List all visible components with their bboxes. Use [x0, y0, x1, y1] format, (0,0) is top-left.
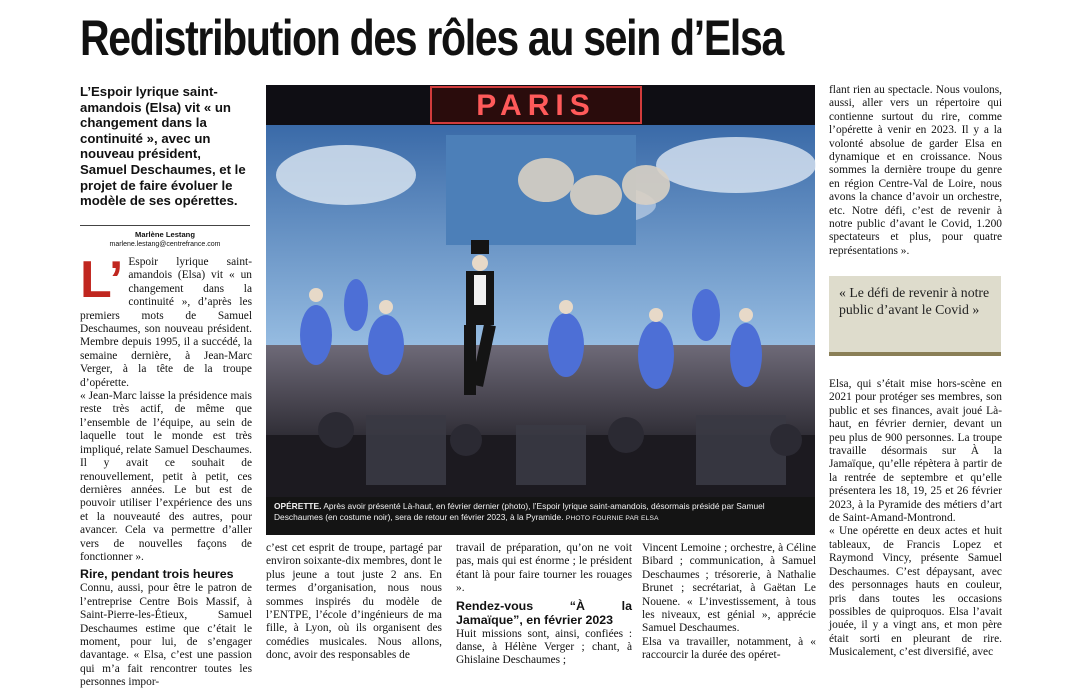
paragraph: flant rien au spectacle. Nous voulons, aussi, aller vers un répertoire qui contienne surtout du rire, comme l’opérette à venir en 2023. Il y a la volonté absolue de garder Elsa en dynamique et en croissance. Nous sommes la dernière troupe du genre en région Centre-Val de Loire, nous avons la chance d’avoir un orchestre, etc. Notre défi, c’est de revenir à notre public d’avant le Covid, 1.200 spectateurs et plus, pour quatre représentations ». [829, 84, 1002, 257]
lede: L’Espoir lyrique saint-amandois (Elsa) vit « un changement dans la continuité », avec un nouveau président, Samuel Deschaumes, et le projet de faire évoluer le modèle de ses opérettes. [80, 84, 246, 209]
article-column-3 [456, 542, 632, 675]
subheading: Rire, pendant trois heures [80, 567, 234, 582]
stage-photo-illustration [266, 85, 815, 497]
article-column-5 [829, 84, 1002, 270]
article-column-2 [266, 542, 442, 675]
paragraph: Huit missions sont, ainsi, confiées : danse, à Hélène Verger ; chant, à Ghislaine Deschaumes ; [456, 627, 632, 667]
author-email[interactable]: marlene.lestang@centrefrance.com [109, 241, 221, 248]
caption-text: Après avoir présenté Là-haut, en février dernier (photo), l’Espoir lyrique saint-amandois, désormais présidé par Samuel Deschaumes (en costume noir), sera de retour en février 2023, à la Pyramide. [274, 501, 765, 522]
subheading: Rendez-vous “À la Jamaïque”, en février 2023 [456, 598, 632, 627]
article-column-4 [642, 542, 816, 675]
byline-divider [80, 225, 250, 226]
paragraph: Elsa, qui s’était mise hors-scène en 2021 pour protéger ses membres, son public et ses finances, avait joué Là-haut, en février dernier, devant un peu plus de 900 personnes. La troupe travaille désormais sur À la Jamaïque, qu’elle répètera à partir de la rentrée de septembre et qu’elle présentera les 18, 19, 25 et 26 février 2023, à la Pyramide des métiers d’art de Saint-Amand-Montrond. [829, 378, 1002, 525]
article-column-5-continued [829, 378, 1002, 675]
opera-photo [266, 85, 815, 497]
photo-credit: PHOTO FOURNIE PAR ELSA [565, 515, 659, 522]
paragraph: Vincent Lemoine ; orchestre, à Céline Bibard ; communication, à Samuel Deschaumes ; trésorerie, à Nathalie Brunet ; secrétariat, à Gaëtan Le Nouene. « L’investissement, à tous les niveaux, est génial », apprécie Samuel Deschaumes. [642, 542, 816, 635]
paris-sign: PARIS [476, 89, 596, 122]
article-column-1 [80, 251, 252, 689]
paragraph: c’est cet esprit de troupe, partagé par environ soixante-dix membres, dont le plus jeune a tout juste 2 ans. En termes d’organisation, nous nous sommes inspirés du modèle de l’ENTPE, l’école d’ingénieurs de ma fille, à Lyon, où ils organisent des comédies musicales. Nous allons, donc, avoir des responsables de [266, 542, 442, 662]
paragraph: travail de préparation, qu’on ne voit pas, mais qui est énorme ; le président étant là pour faire tourner les rouages ». [456, 542, 632, 595]
drop-cap: L’ [80, 251, 124, 309]
paragraph: « Jean-Marc laisse la présidence mais reste très actif, de même que l’ensemble de l’équipe, au sein de laquelle tout le monde est très impliqué, relate Samuel Deschaumes. Il y avait ce souhait de renouvellement, petit à petit, ces dernières années. Le but est de pouvoir utiliser l’expérience des uns et la nouveauté des autres, pour avancer. Cela va permettre d’aller vers de nouvelles façons de fonctionner ». [80, 390, 252, 563]
pull-quote: « Le défi de revenir à notre public d’avant le Covid » [829, 276, 1001, 356]
paragraph: « Une opérette en deux actes et huit tableaux, de Francis Lopez et Raymond Vincy, présente Samuel Deschaumes. C’est dépaysant, avec des personnages hauts en couleur, pris dans toutes les occasions possibles de quiproquos. Elsa l’avait jouée, il y a vingt ans, et mon père était sorti en pleurant de rire. Musicalement, c’est diversifié, avec [829, 525, 1002, 659]
headline: Redistribution des rôles au sein d’Elsa [80, 10, 783, 66]
author-name: Marlène Lestang [135, 230, 195, 239]
paragraph: Espoir lyrique saint-amandois (Elsa) vit « un changement dans la continuité », d’après les premiers mots de Samuel Deschaumes, son nouveau président. Membre depuis 1995, il a succédé, la semaine dernière, à Jean-Marc Verger, à la tête de la troupe d’opérette. [80, 256, 252, 389]
photo-caption [266, 497, 815, 535]
paragraph: Connu, aussi, pour être le patron de l’entreprise Centre Bois Massif, à Saint-Pierre-les-Étieux, Samuel Deschaumes estime que c’était le moment, pour lui, de s’engager davantage. « Elsa, c’est une passion qui m’a fait rencontrer toutes les personnes impor- [80, 582, 252, 689]
paragraph: Elsa va travailler, notamment, à « raccourcir la durée des opéret- [642, 635, 816, 662]
caption-label: OPÉRETTE. [274, 501, 322, 511]
